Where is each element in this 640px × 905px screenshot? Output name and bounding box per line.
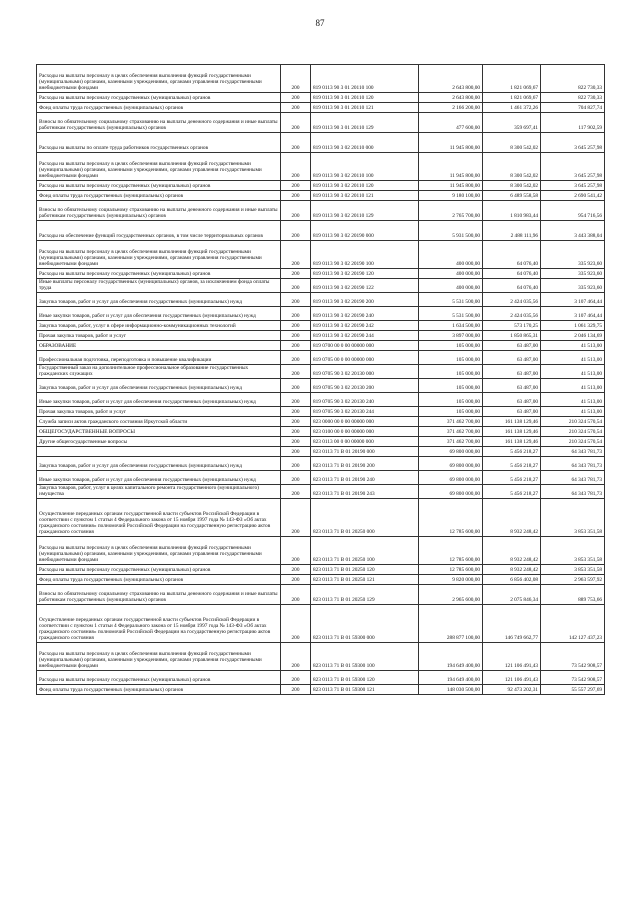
cell-v1: 12 785 600,00 [419, 565, 483, 575]
cell-kvr: 200 [281, 331, 311, 341]
table-row [37, 685, 605, 695]
cell-v2: 161 138 129,46 [483, 417, 541, 427]
cell-v2: 573 170,25 [483, 321, 541, 331]
cell-v2: 6 489 558,58 [483, 191, 541, 201]
cell-kvr: 200 [281, 537, 311, 565]
budget-table [36, 64, 605, 695]
cell-code: 819 0705 90 3 02 20130 000 [311, 365, 419, 379]
table-row [37, 279, 605, 293]
cell-v3: 2 963 597,92 [541, 575, 605, 585]
cell-name: Расходы на выплаты персоналу в целях обеспечения выполнения функций государственными (муниципальными) органами, казенными учреждениями, органами управления государственными внебюджетными фондами [37, 65, 281, 93]
cell-v3: 41 513,00 [541, 341, 605, 351]
cell-v1: 194 649 400,00 [419, 643, 483, 671]
cell-v1: 2 965 600,00 [419, 585, 483, 605]
cell-name: Расходы на выплаты персоналу государственных (муниципальных) органов [37, 671, 281, 685]
table-row [37, 471, 605, 485]
cell-name [37, 447, 281, 457]
table-row [37, 307, 605, 321]
cell-v2: 63 487,00 [483, 351, 541, 365]
cell-v2: 8 300 542,02 [483, 133, 541, 153]
table-row [37, 93, 605, 103]
cell-v1: 5 931 500,00 [419, 221, 483, 241]
cell-v2: 146 749 662,77 [483, 605, 541, 643]
cell-kvr: 200 [281, 241, 311, 269]
cell-code: 819 0113 90 3 02 20190 240 [311, 307, 419, 321]
cell-kvr: 200 [281, 65, 311, 93]
table-row [37, 437, 605, 447]
cell-v3: 210 324 570,54 [541, 417, 605, 427]
cell-code: 823 0100 00 0 00 00000 000 [311, 427, 419, 437]
cell-v3: 3 853 351,58 [541, 499, 605, 537]
table-row [37, 113, 605, 133]
cell-v1: 105 000,00 [419, 407, 483, 417]
cell-v2: 8 300 542,02 [483, 181, 541, 191]
cell-v2: 1 850 865,31 [483, 331, 541, 341]
cell-v3: 889 753,66 [541, 585, 605, 605]
cell-v3: 335 923,60 [541, 269, 605, 279]
cell-kvr: 200 [281, 379, 311, 393]
table-row [37, 351, 605, 365]
cell-kvr: 200 [281, 191, 311, 201]
cell-v1: 12 785 600,00 [419, 499, 483, 537]
cell-code: 823 0113 71 В 01 20250 129 [311, 585, 419, 605]
cell-v3: 822 730,33 [541, 65, 605, 93]
cell-name: Расходы на выплаты персоналу государственных (муниципальных) органов [37, 269, 281, 279]
cell-name: Иные закупки товаров, работ и услуг для обеспечения государственных (муниципальных) нужд [37, 471, 281, 485]
table-row [37, 133, 605, 153]
cell-code: 823 0113 71 В 01 59300 120 [311, 671, 419, 685]
cell-v2: 359 697,41 [483, 113, 541, 133]
cell-v1: 2 166 200,00 [419, 103, 483, 113]
table-row [37, 65, 605, 93]
cell-kvr: 200 [281, 93, 311, 103]
cell-v3: 3 853 351,58 [541, 565, 605, 575]
cell-v1: 69 800 000,00 [419, 471, 483, 485]
cell-name: Фонд оплаты труда государственных (муниципальных) органов [37, 103, 281, 113]
cell-code: 819 0113 90 3 02 20190 200 [311, 293, 419, 307]
cell-v3: 704 827,74 [541, 103, 605, 113]
cell-v3: 64 343 781,73 [541, 447, 605, 457]
cell-code: 823 0113 71 В 01 20190 200 [311, 457, 419, 471]
cell-code: 823 0113 71 В 01 20250 100 [311, 537, 419, 565]
cell-code: 823 0113 71 В 01 20250 120 [311, 565, 419, 575]
cell-v2: 64 076,40 [483, 279, 541, 293]
cell-kvr: 200 [281, 221, 311, 241]
table-row [37, 153, 605, 181]
cell-name: Иные закупки товаров, работ и услуг для обеспечения государственных (муниципальных) нужд [37, 393, 281, 407]
cell-v3: 41 513,00 [541, 351, 605, 365]
table-row [37, 485, 605, 499]
table-row [37, 427, 605, 437]
cell-code: 819 0705 90 3 02 20130 200 [311, 379, 419, 393]
cell-kvr: 200 [281, 153, 311, 181]
cell-v1: 148 030 500,00 [419, 685, 483, 695]
cell-v3: 3 853 351,58 [541, 537, 605, 565]
cell-kvr: 200 [281, 103, 311, 113]
cell-v1: 400 000,00 [419, 279, 483, 293]
table-row [37, 379, 605, 393]
table-row [37, 241, 605, 269]
cell-code: 819 0113 90 3 02 20110 120 [311, 181, 419, 191]
cell-code: 819 0113 90 3 01 20110 121 [311, 103, 419, 113]
cell-code: 819 0113 90 3 02 20110 000 [311, 133, 419, 153]
cell-kvr: 200 [281, 447, 311, 457]
cell-v1: 194 649 400,00 [419, 671, 483, 685]
cell-kvr: 200 [281, 351, 311, 365]
cell-v3: 2 046 134,69 [541, 331, 605, 341]
cell-code: 819 0113 90 3 02 20190 000 [311, 221, 419, 241]
cell-kvr: 200 [281, 181, 311, 191]
cell-kvr: 200 [281, 407, 311, 417]
cell-name: Другие общегосударственные вопросы [37, 437, 281, 447]
cell-v2: 64 076,40 [483, 269, 541, 279]
cell-kvr: 200 [281, 685, 311, 695]
cell-v2: 63 487,00 [483, 407, 541, 417]
cell-kvr: 200 [281, 575, 311, 585]
cell-v1: 2 765 700,00 [419, 201, 483, 221]
cell-v1: 5 531 500,00 [419, 307, 483, 321]
cell-v3: 2 690 541,42 [541, 191, 605, 201]
cell-kvr: 200 [281, 457, 311, 471]
cell-v1: 371 462 700,00 [419, 427, 483, 437]
cell-v1: 11 945 800,00 [419, 133, 483, 153]
cell-v2: 63 487,00 [483, 365, 541, 379]
cell-v3: 210 324 570,54 [541, 437, 605, 447]
cell-kvr: 200 [281, 365, 311, 379]
cell-v3: 3 107 464,44 [541, 293, 605, 307]
cell-v3: 41 513,00 [541, 379, 605, 393]
cell-name: Расходы на выплаты персоналу в целях обеспечения выполнения функций государственными (муниципальными) органами, казенными учреждениями, органами управления государственными внебюджетными фондами [37, 153, 281, 181]
cell-name: Служба записи актов гражданского состояния Иркутской области [37, 417, 281, 427]
cell-name: Иные выплаты персоналу государственных (муниципальных) органов, за исключением фонда оплаты труда [37, 279, 281, 293]
cell-code: 819 0705 90 3 02 20130 244 [311, 407, 419, 417]
cell-v1: 105 000,00 [419, 365, 483, 379]
cell-v1: 371 462 700,00 [419, 437, 483, 447]
cell-v2: 2 488 111,96 [483, 221, 541, 241]
cell-v1: 9 820 000,00 [419, 575, 483, 585]
cell-v1: 288 877 100,00 [419, 605, 483, 643]
cell-name: Расходы на выплаты персоналу в целях обеспечения выполнения функций государственными (муниципальными) органами, казенными учреждениями, органами управления государственными внебюджетными фондами [37, 643, 281, 671]
cell-v1: 105 000,00 [419, 341, 483, 351]
cell-name: Иные закупки товаров, работ и услуг для обеспечения государственных (муниципальных) нужд [37, 307, 281, 321]
cell-v3: 41 513,00 [541, 365, 605, 379]
cell-v1: 400 000,00 [419, 241, 483, 269]
cell-v3: 1 061 329,75 [541, 321, 605, 331]
cell-v1: 3 897 000,00 [419, 331, 483, 341]
cell-name: Закупка товаров, работ, услуг в целях капитального ремонта государственного (муниципального) имущества [37, 485, 281, 499]
cell-name: Расходы на обеспечение функций государственных органов, в том числе территориальных органов [37, 221, 281, 241]
cell-v2: 63 487,00 [483, 379, 541, 393]
table-row [37, 293, 605, 307]
cell-kvr: 200 [281, 201, 311, 221]
table-row [37, 191, 605, 201]
cell-code: 823 0113 71 В 01 20190 243 [311, 485, 419, 499]
cell-v3: 73 542 908,57 [541, 671, 605, 685]
table-row [37, 201, 605, 221]
cell-code: 823 0113 00 0 00 00000 000 [311, 437, 419, 447]
cell-v1: 11 945 800,00 [419, 153, 483, 181]
cell-v1: 69 800 000,00 [419, 457, 483, 471]
cell-v3: 73 542 908,57 [541, 643, 605, 671]
table-row [37, 537, 605, 565]
cell-v3: 41 513,00 [541, 393, 605, 407]
cell-v3: 3 645 257,98 [541, 133, 605, 153]
table-row [37, 365, 605, 379]
cell-kvr: 200 [281, 605, 311, 643]
cell-v3: 142 127 437,23 [541, 605, 605, 643]
cell-v1: 11 945 800,00 [419, 181, 483, 191]
table-row [37, 565, 605, 575]
cell-name: Взносы по обязательному социальному страхованию на выплаты денежного содержания и иные выплаты работникам государственных (муниципальных) органов [37, 113, 281, 133]
cell-v3: 64 343 781,73 [541, 485, 605, 499]
cell-name: Осуществление переданных органам государственной власти субъектов Российской Федерации в соответствии с пунктом 1 статьи 4 Федерального закона от 15 ноября 1997 года № 143-ФЗ «Об актах гражданского состояния» полномочий Российской Федерации на государственную регистрацию актов гражданского состояния [37, 499, 281, 537]
cell-v1: 477 600,00 [419, 113, 483, 133]
cell-code: 819 0113 90 3 01 20110 129 [311, 113, 419, 133]
cell-code: 819 0113 90 3 01 20110 100 [311, 65, 419, 93]
cell-v1: 69 800 000,00 [419, 485, 483, 499]
cell-kvr: 200 [281, 269, 311, 279]
cell-name: Фонд оплаты труда государственных (муниципальных) органов [37, 575, 281, 585]
cell-kvr: 200 [281, 393, 311, 407]
cell-v2: 8 932 248,42 [483, 565, 541, 575]
cell-kvr: 200 [281, 437, 311, 447]
table-row [37, 499, 605, 537]
table-row [37, 341, 605, 351]
cell-v2: 161 138 129,46 [483, 427, 541, 437]
cell-v1: 2 643 800,00 [419, 65, 483, 93]
cell-v3: 335 923,60 [541, 279, 605, 293]
cell-kvr: 200 [281, 499, 311, 537]
cell-code: 819 0113 90 3 02 20190 122 [311, 279, 419, 293]
cell-kvr: 200 [281, 671, 311, 685]
cell-v2: 1 461 372,26 [483, 103, 541, 113]
cell-v3: 3 645 257,98 [541, 181, 605, 191]
cell-v2: 2 424 035,56 [483, 293, 541, 307]
cell-v1: 105 000,00 [419, 379, 483, 393]
cell-v2: 1 810 983,44 [483, 201, 541, 221]
cell-name: ОБРАЗОВАНИЕ [37, 341, 281, 351]
table-row [37, 103, 605, 113]
cell-v3: 64 343 781,73 [541, 457, 605, 471]
table-row [37, 417, 605, 427]
cell-v2: 5 456 218,27 [483, 471, 541, 485]
cell-name: Прочая закупка товаров, работ и услуг [37, 331, 281, 341]
cell-v1: 2 643 800,00 [419, 93, 483, 103]
cell-name: Закупка товаров, работ и услуг для обеспечения государственных (муниципальных) нужд [37, 379, 281, 393]
table-row [37, 269, 605, 279]
cell-v1: 5 531 500,00 [419, 293, 483, 307]
cell-kvr: 200 [281, 279, 311, 293]
table-row [37, 605, 605, 643]
cell-name: Государственный заказ на дополнительное профессиональное образование государственных гражданских служащих [37, 365, 281, 379]
cell-code: 823 0113 71 В 01 20190 000 [311, 447, 419, 457]
cell-v2: 161 138 129,46 [483, 437, 541, 447]
cell-v1: 12 785 600,00 [419, 537, 483, 565]
cell-v2: 1 821 069,67 [483, 65, 541, 93]
cell-code: 819 0113 90 3 02 20190 120 [311, 269, 419, 279]
cell-v3: 117 902,59 [541, 113, 605, 133]
table-row [37, 585, 605, 605]
cell-code: 819 0705 90 3 02 20130 240 [311, 393, 419, 407]
cell-v2: 5 456 218,27 [483, 447, 541, 457]
budget-table-body [37, 65, 605, 695]
cell-name: Закупка товаров, работ, услуг в сфере информационно-коммуникационных технологий [37, 321, 281, 331]
cell-code: 819 0113 90 3 02 20190 244 [311, 331, 419, 341]
table-row [37, 393, 605, 407]
cell-name: Закупка товаров, работ и услуг для обеспечения государственных (муниципальных) нужд [37, 457, 281, 471]
cell-name: Профессиональная подготовка, переподготовка и повышение квалификации [37, 351, 281, 365]
cell-v2: 121 106 491,43 [483, 671, 541, 685]
cell-v3: 335 923,60 [541, 241, 605, 269]
cell-v1: 1 634 500,00 [419, 321, 483, 331]
cell-code: 819 0113 90 3 02 20110 129 [311, 201, 419, 221]
cell-name: Прочая закупка товаров, работ и услуг [37, 407, 281, 417]
cell-name: Фонд оплаты труда государственных (муниципальных) органов [37, 191, 281, 201]
cell-kvr: 200 [281, 427, 311, 437]
cell-v2: 2 424 035,56 [483, 307, 541, 321]
cell-code: 819 0705 00 0 00 00000 000 [311, 351, 419, 365]
table-row [37, 331, 605, 341]
cell-name: Расходы на выплаты персоналу в целях обеспечения выполнения функций государственными (муниципальными) органами, казенными учреждениями, органами управления государственными внебюджетными фондами [37, 537, 281, 565]
cell-v2: 2 075 846,34 [483, 585, 541, 605]
cell-v2: 8 932 248,42 [483, 537, 541, 565]
cell-v3: 954 716,56 [541, 201, 605, 221]
cell-name: ОБЩЕГОСУДАРСТВЕННЫЕ ВОПРОСЫ [37, 427, 281, 437]
cell-code: 823 0113 71 В 01 20190 240 [311, 471, 419, 485]
cell-code: 823 0113 71 В 01 20250 000 [311, 499, 419, 537]
cell-name: Взносы по обязательному социальному страхованию на выплаты денежного содержания и иные выплаты работникам государственных (муниципальных) органов [37, 201, 281, 221]
cell-v2: 63 487,00 [483, 393, 541, 407]
cell-code: 823 0113 71 В 01 20250 121 [311, 575, 419, 585]
cell-kvr: 200 [281, 307, 311, 321]
cell-v2: 8 932 248,42 [483, 499, 541, 537]
cell-v3: 41 513,00 [541, 407, 605, 417]
table-row [37, 671, 605, 685]
cell-kvr: 200 [281, 293, 311, 307]
cell-kvr: 200 [281, 485, 311, 499]
cell-code: 819 0113 90 3 02 20190 242 [311, 321, 419, 331]
cell-v2: 8 300 542,02 [483, 153, 541, 181]
table-row [37, 181, 605, 191]
cell-name: Расходы на выплаты персоналу в целях обеспечения выполнения функций государственными (муниципальными) органами, казенными учреждениями, органами управления государственными внебюджетными фондами [37, 241, 281, 269]
table-row [37, 407, 605, 417]
cell-name: Закупка товаров, работ и услуг для обеспечения государственных (муниципальных) нужд [37, 293, 281, 307]
cell-v3: 64 343 781,73 [541, 471, 605, 485]
cell-v2: 92 473 202,31 [483, 685, 541, 695]
cell-name: Расходы на выплаты персоналу государственных (муниципальных) органов [37, 181, 281, 191]
cell-v1: 105 000,00 [419, 393, 483, 407]
cell-kvr: 200 [281, 643, 311, 671]
cell-v3: 210 324 570,54 [541, 427, 605, 437]
cell-v2: 63 487,00 [483, 341, 541, 351]
cell-v3: 3 645 257,98 [541, 153, 605, 181]
cell-v3: 3 107 464,44 [541, 307, 605, 321]
cell-name: Расходы на выплаты персоналу государственных (муниципальных) органов [37, 565, 281, 575]
cell-name: Осуществление переданных органам государственной власти субъектов Российской Федерации в соответствии с пунктом 1 статьи 4 Федерального закона от 15 ноября 1997 года № 143-ФЗ «Об актах гражданского состояния» полномочий Российской Федерации на государственную регистрацию актов гражданского состояния [37, 605, 281, 643]
table-row [37, 457, 605, 471]
cell-code: 819 0113 90 3 02 20110 121 [311, 191, 419, 201]
cell-kvr: 200 [281, 585, 311, 605]
cell-v1: 371 462 700,00 [419, 417, 483, 427]
cell-v1: 105 000,00 [419, 351, 483, 365]
cell-name: Расходы на выплаты по оплате труда работников государственных органов [37, 133, 281, 153]
table-row [37, 643, 605, 671]
cell-code: 823 0113 71 В 01 59300 100 [311, 643, 419, 671]
cell-code: 819 0700 00 0 00 00000 000 [311, 341, 419, 351]
cell-name: Фонд оплаты труда государственных (муниципальных) органов [37, 685, 281, 695]
table-row [37, 447, 605, 457]
cell-code: 823 0113 71 В 01 59300 000 [311, 605, 419, 643]
cell-v1: 69 800 000,00 [419, 447, 483, 457]
cell-v3: 55 557 297,69 [541, 685, 605, 695]
table-row [37, 575, 605, 585]
cell-name: Взносы по обязательному социальному страхованию на выплаты денежного содержания и иные выплаты работникам государственных (муниципальных) органов [37, 585, 281, 605]
cell-code: 819 0113 90 3 02 20190 100 [311, 241, 419, 269]
cell-kvr: 200 [281, 341, 311, 351]
table-row [37, 221, 605, 241]
cell-code: 823 0000 00 0 00 00000 000 [311, 417, 419, 427]
cell-v2: 1 821 069,67 [483, 93, 541, 103]
cell-v1: 9 180 100,00 [419, 191, 483, 201]
cell-code: 819 0113 90 3 02 20110 100 [311, 153, 419, 181]
cell-v1: 400 000,00 [419, 269, 483, 279]
cell-v2: 121 106 491,43 [483, 643, 541, 671]
cell-kvr: 200 [281, 133, 311, 153]
cell-code: 823 0113 71 В 01 59300 121 [311, 685, 419, 695]
cell-kvr: 200 [281, 113, 311, 133]
cell-code: 819 0113 90 3 01 20110 120 [311, 93, 419, 103]
cell-v2: 6 856 402,08 [483, 575, 541, 585]
cell-v2: 5 456 218,27 [483, 485, 541, 499]
table-row [37, 321, 605, 331]
cell-v2: 5 456 218,27 [483, 457, 541, 471]
page-number: 87 [315, 18, 325, 28]
cell-kvr: 200 [281, 471, 311, 485]
cell-v3: 822 730,33 [541, 93, 605, 103]
cell-kvr: 200 [281, 565, 311, 575]
cell-v3: 3 443 388,04 [541, 221, 605, 241]
cell-v2: 64 076,40 [483, 241, 541, 269]
cell-kvr: 200 [281, 321, 311, 331]
cell-name: Расходы на выплаты персоналу государственных (муниципальных) органов [37, 93, 281, 103]
cell-kvr: 200 [281, 417, 311, 427]
